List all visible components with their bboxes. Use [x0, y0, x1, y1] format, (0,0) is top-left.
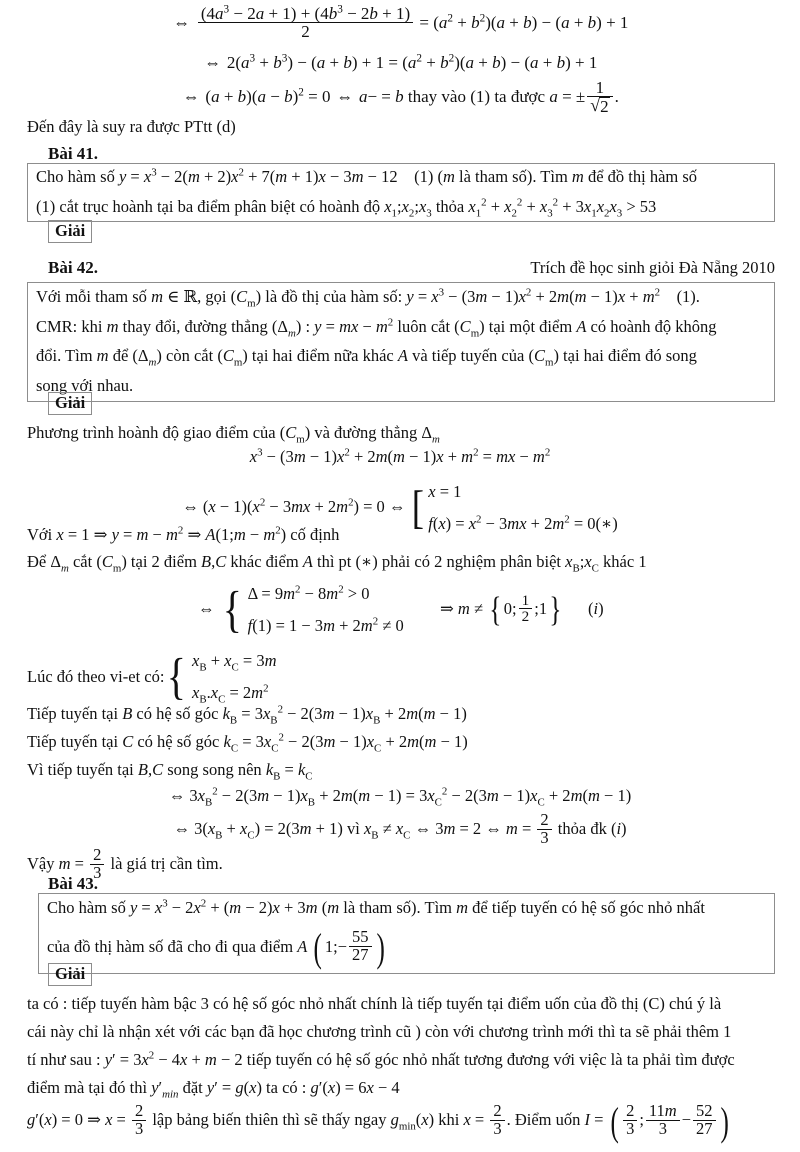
case-root-1: x = 1: [428, 482, 462, 501]
right-set-brace: }: [549, 590, 562, 629]
left-brace: {: [167, 648, 187, 706]
left-brace: {: [222, 581, 242, 639]
bai42-sol-conclusion: Vậy m = $\frac{2}{3}$ là giá trị cần tìm.: [27, 844, 223, 882]
bai42-sol-vieta: [27, 645, 800, 709]
bai42-statement-line-3: đổi. Tìm m để $(\Delta_m)$ còn cắt $(C_m)$ tại hai điểm nữa khác A và tiếp tuyến của $(C_m)$ tại hai điểm đó song: [36, 346, 697, 369]
vieta-product: $x_B.x_C = 2m^2$: [192, 682, 269, 706]
iff-operator: ⇔: [197, 598, 215, 618]
fraction-55-27: $\frac{55}{27}$: [349, 929, 372, 964]
bai42-sol-line-9: Tiếp tuyến tại C có hệ số góc $k_C = 3x_C^2 - 2(3m - 1)x_C + 2m(m - 1)$: [27, 731, 468, 755]
equation-line-2: ⇔ $2(a^3 + b^3) - (a + b) + 1 = (a^2 + b^2)(a + b) - (a + b) + 1$: [204, 52, 598, 72]
giai-box-bai-41: Giải: [48, 220, 92, 243]
case-root-2: $f(x) = x^2 - 3mx + 2m^2$ = 0(∗): [428, 513, 618, 534]
bai43-sol-line-4: điểm mà tại đó thì $y'_{min}$ đặt y′ = g(x) ta có : g′(x) = 6x − 4: [27, 1078, 400, 1101]
den: √ 2: [587, 96, 612, 115]
iff-operator-2: ⇔: [336, 87, 354, 107]
iff-operator: ⇔: [182, 87, 200, 107]
condition-discriminant: $\Delta = 9m^2 - 8m^2 > 0$: [247, 583, 370, 603]
bai43-sol-line-1: ta có : tiếp tuyến hàm bậc 3 có hệ số góc nhỏ nhất chính là tiếp tuyến tại điểm uốn của đồ thị (C) chú ý là: [27, 994, 722, 1013]
bai42-statement-line-4: song với nhau.: [36, 375, 134, 395]
problem-box-bai-43: [38, 893, 775, 974]
bai43-sol-line-3: tí như sau : $y' = 3x^2 - 4x + m - 2$ tiếp tuyến có hệ số góc nhỏ nhất tương đương với việc là ta phải tìm được: [27, 1049, 735, 1069]
bai42-sol-line-4: Với x = 1 ⇒ $y = m - m^2$ ⇒ A(1;m − $m^2$) cố định: [27, 524, 340, 544]
fraction-one-over-sqrt2: [587, 79, 612, 116]
bai42-sol-eq-11: ⇔ $3x_B^2 - 2(3m - 1)x_B + 2m(m - 1) = 3x_C^2 - 2(3m - 1)x_C + 2m(m - 1)$: [168, 785, 632, 809]
left-paren: (: [610, 1098, 619, 1144]
left-paren: (: [313, 925, 323, 971]
iff-operator: ⇔: [173, 12, 191, 32]
bai42-sol-eq-1: $x^3 - (3m - 1)x^2 + 2m(m - 1)x + m^2$ = mx − $m^2$: [249, 446, 551, 466]
factored-equation: ⇔ $(x - 1)(x^2 - 3mx + 2m^2) = 0$ ⇔: [182, 496, 406, 516]
fraction-two-thirds: $\frac{2}{3}$: [90, 847, 104, 882]
fraction-two-thirds-3: $\frac{2}{3}$: [623, 1103, 637, 1138]
bai41-statement-line-2: (1) cắt trục hoành tại ba điểm phân biệt có hoành độ $x_1;x_2;x_3$ thỏa $x_1^2 + x_2^2 + x_3^2 + 3x_1x_2x_3 > 53$: [36, 196, 657, 219]
right-paren: ): [720, 1098, 729, 1144]
set-contents: 0; $\frac{1}{2}$ ;1: [503, 591, 548, 626]
fraction-denominator: 2: [198, 22, 413, 40]
bai-42-label: Bài 42.: [48, 258, 99, 277]
giai-box-bai-43: Giải: [48, 963, 92, 986]
bai42-sol-line-5: Để $\Delta_m$ cắt $(C_m)$ tại 2 điểm B,C khác điểm A thì pt (∗) phải có 2 nghiệm phân biệt $x_B;x_C$ khác 1: [27, 552, 647, 575]
fraction-one-half: $\frac{1}{2}$: [519, 593, 533, 625]
fraction-two-thirds: $\frac{2}{3}$: [537, 812, 551, 847]
bai42-statement-line-2: CMR: khi m thay đổi, đường thẳng $(\Delta_m)$ : y = mx − $m^2$ luôn cắt $(C_m)$ tại một điểm A có hoành độ không: [36, 316, 717, 339]
bai41-statement-line-1: Cho hàm số $y = x^3 - 2(m + 2)x^2 + 7(m + 1)x - 3m - 12$ (1) (m là tham số). Tìm m để đồ thị hàm số: [36, 166, 698, 186]
fraction-11m-3: $\frac{11m}{3}$: [646, 1103, 680, 1138]
bai42-sol-conditions: [0, 578, 800, 642]
fraction-numerator: $(4a^3 - 2a + 1) + (4b^3 - 2b + 1)$: [200, 2, 411, 23]
equation-line-1: [0, 2, 800, 42]
bai43-sol-line-2: cái này chỉ là nhận xét với các bạn đã học chương trình cũ ) còn với chương trình mới thì ta sẽ phải thêm 1: [27, 1022, 732, 1041]
fraction-two-thirds-2: $\frac{2}{3}$: [490, 1103, 504, 1138]
condition-result: ⇒ m ≠ { 0; $\frac{1}{2}$ ;1 }: [440, 599, 568, 618]
bai42-statement-line-1: Với mỗi tham số m ∈ ℝ, gọi $(C_m)$ là đồ thị của hàm số: $y = x^3 - (3m - 1)x^2 + 2m(m - 1)x + m^2$ (1).: [36, 286, 700, 310]
text-dentday: Đến đây là suy ra được PTtt (d): [27, 117, 236, 136]
bai42-sol-line-1: Phương trình hoành độ giao điểm của $(C_m)$ và đường thẳng $\Delta_m$: [27, 423, 440, 446]
fraction-main: [198, 2, 413, 41]
problem-box-bai-41: [27, 163, 775, 222]
bai-43-label: Bài 43.: [48, 874, 99, 893]
bai-41-label: Bài 41.: [48, 144, 99, 163]
equation-block-top: [0, 2, 800, 42]
num: 1: [595, 77, 605, 97]
bai43-statement-line-2: của đồ thị hàm số đã cho đi qua điểm A ( 1;− $\frac{55}{27}$ ): [47, 931, 766, 966]
equation-rhs-1: = $(a^2 + b^2)(a + b) - (a + b) + 1$: [419, 12, 629, 32]
bai43-sol-line-5: g′(x) = 0 ⇒ x = $\frac{2}{3}$ lập bảng biến thiên thì sẽ thấy ngay $g_{min}(x)$ khi x = $\frac{2}{3}$ . Điểm uốn I = ( $\frac{2}{3}$ ; $\frac{11m}{3}$ − $\frac{52}{27}$ ): [27, 1104, 792, 1139]
equation-line-3: ⇔ $(a + b)(a - b)^2 = 0$ ⇔ a− = b thay vào (1) ta được a = ± 1 √ 2 .: [0, 80, 800, 117]
iff-operator: ⇔: [204, 53, 222, 72]
inflection-point-coordinates: [608, 1098, 731, 1144]
fraction-52-27: $\frac{52}{27}$: [693, 1103, 716, 1138]
inflection-point-value: $\frac{2}{3}$ ; $\frac{11m}{3}$ − $\frac{52}{27}$: [621, 1104, 717, 1139]
vieta-lead: Lúc đó theo vi-et có:: [27, 666, 165, 686]
fraction-two-thirds: $\frac{2}{3}$: [132, 1103, 146, 1138]
attribution-bai-42: Trích đề học sinh giỏi Đà Nẵng 2010: [530, 258, 775, 277]
vieta-sum: $x_B + x_C = 3m$: [192, 651, 277, 674]
bai42-sol-eq-12: ⇔ $3(x_B + x_C) = 2(3m + 1)$ vì $x_B \ne x_C$ ⇔ 3m = 2 ⇔ m = $\frac{2}{3}$ thỏa đk (i): [173, 809, 627, 847]
excluded-set: [487, 590, 564, 629]
point-a-coordinates: [311, 925, 387, 971]
bai42-sol-line-8: Tiếp tuyến tại B có hệ số góc $k_B = 3x_B^2 - 2(3m - 1)x_B + 2m(m - 1)$: [27, 703, 467, 727]
point-a-value: 1;− $\frac{55}{27}$: [325, 931, 374, 966]
right-paren: ): [376, 925, 385, 971]
bai42-sol-line-10: Vì tiếp tuyến tại B,C song song nên $k_B = k_C$: [27, 760, 313, 783]
tag-i: (i): [587, 598, 604, 618]
left-bracket: [: [411, 481, 424, 534]
problem-box-bai-42: [27, 282, 775, 402]
condition-system: [220, 578, 404, 642]
vieta-system: [164, 645, 276, 709]
condition-f1: $f(1) = 1 - 3m + 2m^2 \ne 0$: [247, 615, 404, 636]
bai43-statement-line-1: Cho hàm số $y = x^3 - 2x^2 + (m - 2)x + 3m$ (m là tham số). Tìm m để tiếp tuyến có hệ số góc nhỏ nhất: [47, 897, 705, 917]
giai-box-bai-42: Giải: [48, 392, 92, 415]
left-set-brace: {: [489, 590, 502, 629]
